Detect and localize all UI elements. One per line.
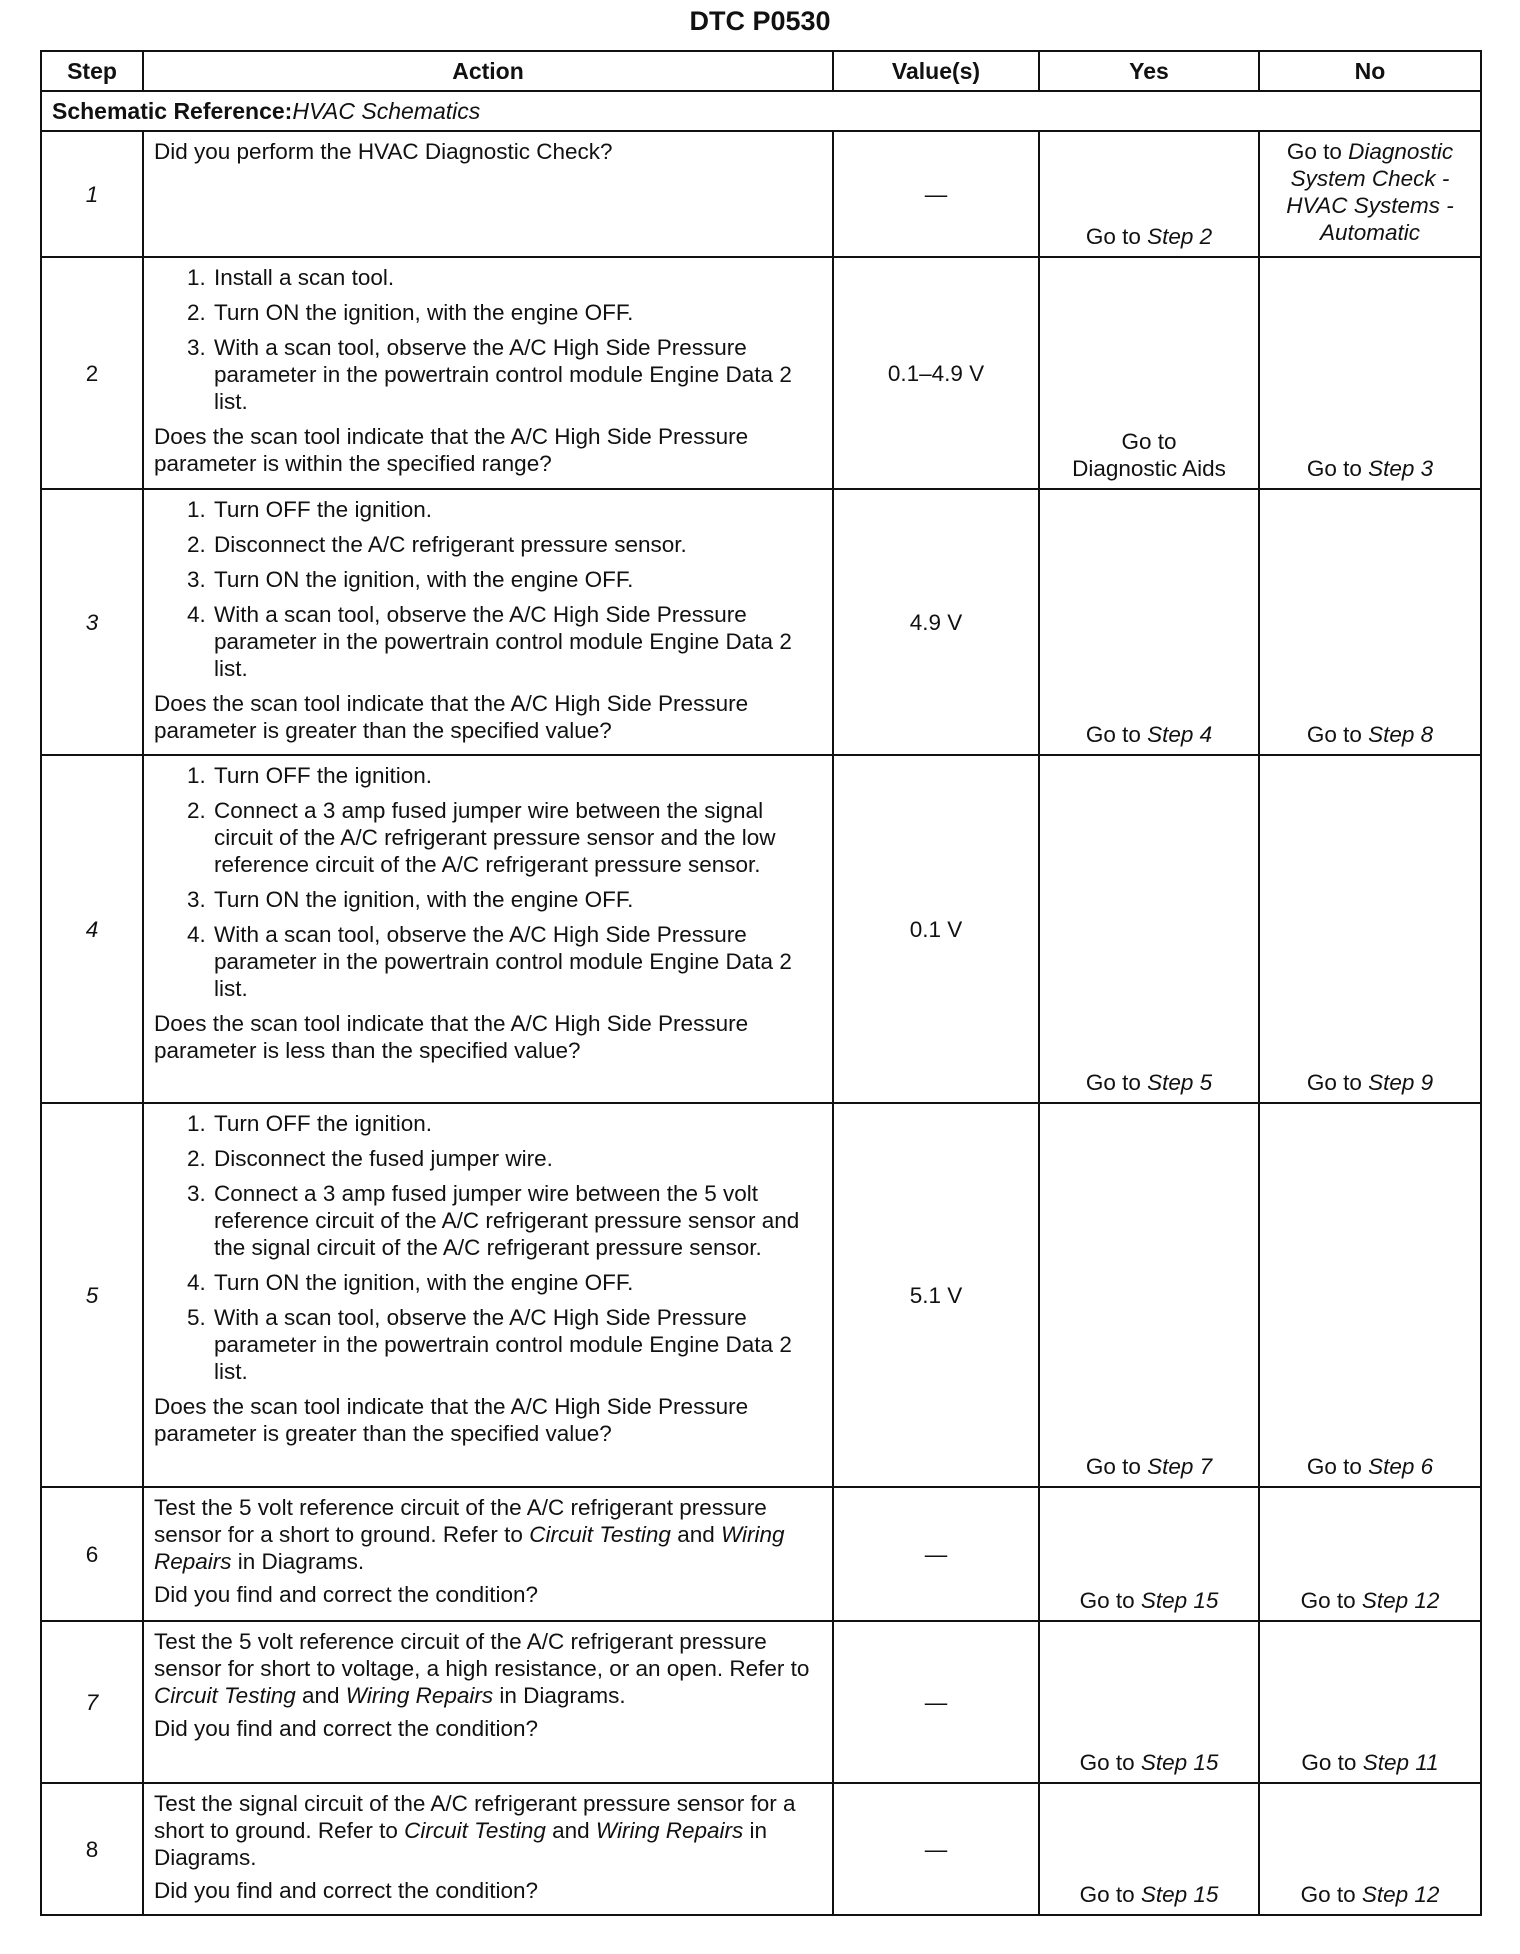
list-item: 1. Install a scan tool. — [212, 264, 822, 291]
no-cell — [1259, 1783, 1481, 1915]
action-question: Does the scan tool indicate that the A/C High Side Pressure parameter is within the specified range? — [154, 424, 749, 476]
list-item: 4. With a scan tool, observe the A/C High Side Pressure parameter in the powertrain control module Engine Data 2 list. — [212, 601, 822, 682]
schematic-row — [41, 91, 1481, 131]
action-cell — [143, 1621, 833, 1783]
step-number: 6 — [41, 1487, 143, 1621]
action-cell — [143, 489, 833, 755]
yes-link[interactable]: Go to Step 15 — [1079, 1588, 1219, 1613]
action-text: Test the 5 volt reference circuit of the A/C refrigerant pressure sensor for a short to ground. Refer to Circuit Testing and Wiring Repairs in Diagrams. — [154, 1495, 785, 1574]
wiring-repairs-link[interactable]: Wiring Repairs — [595, 1818, 744, 1843]
action-question: Does the scan tool indicate that the A/C High Side Pressure parameter is greater than the specified value? — [154, 1394, 749, 1446]
table-row — [41, 257, 1481, 489]
list-item: 2. Disconnect the fused jumper wire. — [212, 1145, 822, 1172]
value-cell: 5.1 V — [833, 1103, 1039, 1487]
value-cell: 4.9 V — [833, 489, 1039, 755]
no-cell — [1259, 1621, 1481, 1783]
header-yes: Yes — [1039, 51, 1259, 91]
action-text: Test the 5 volt reference circuit of the A/C refrigerant pressure sensor for short to voltage, a high resistance, or an open. Refer to Circuit Testing and Wiring Repairs in Diagrams. — [154, 1629, 810, 1708]
yes-cell — [1039, 1621, 1259, 1783]
list-item: 3. Connect a 3 amp fused jumper wire between the 5 volt reference circuit of the A/C refrigerant pressure sensor and the signal circuit of the A/C refrigerant pressure sensor. — [212, 1180, 822, 1261]
yes-cell — [1039, 755, 1259, 1103]
table-row — [41, 1487, 1481, 1621]
list-item: 4. With a scan tool, observe the A/C High Side Pressure parameter in the powertrain control module Engine Data 2 list. — [212, 921, 822, 1002]
header-step: Step — [41, 51, 143, 91]
header-values: Value(s) — [833, 51, 1039, 91]
header-action: Action — [143, 51, 833, 91]
value-cell: 0.1–4.9 V — [833, 257, 1039, 489]
action-cell — [143, 755, 833, 1103]
yes-cell — [1039, 1783, 1259, 1915]
no-link[interactable]: Go to Step 8 — [1306, 722, 1434, 747]
action-cell — [143, 1783, 833, 1915]
table-row — [41, 1621, 1481, 1783]
action-question: Did you perform the HVAC Diagnostic Check? — [154, 139, 613, 164]
list-item: 4. Turn ON the ignition, with the engine OFF. — [212, 1269, 822, 1296]
action-question: Did you find and correct the condition? — [154, 1716, 538, 1741]
list-item: 2. Connect a 3 amp fused jumper wire between the signal circuit of the A/C refrigerant pressure sensor and the low reference circuit of the A/C refrigerant pressure sensor. — [212, 797, 822, 878]
table-row — [41, 755, 1481, 1103]
step-number: 3 — [41, 489, 143, 755]
action-cell — [143, 131, 833, 257]
no-link[interactable]: Go to Step 9 — [1306, 1070, 1434, 1095]
yes-cell — [1039, 1487, 1259, 1621]
action-cell — [143, 1487, 833, 1621]
no-cell — [1259, 257, 1481, 489]
list-item: 2. Turn ON the ignition, with the engine OFF. — [212, 299, 822, 326]
step-number: 5 — [41, 1103, 143, 1487]
schematic-reference — [41, 91, 1481, 131]
no-cell — [1259, 755, 1481, 1103]
value-cell: — — [833, 131, 1039, 257]
no-cell — [1259, 489, 1481, 755]
no-link[interactable]: Go to Step 12 — [1300, 1588, 1440, 1613]
no-link[interactable]: Go to Step 12 — [1300, 1882, 1440, 1907]
action-text: Test the signal circuit of the A/C refrigerant pressure sensor for a short to ground. Refer to Circuit Testing and Wiring Repairs in Diagrams. — [154, 1791, 796, 1870]
step-number: 1 — [41, 131, 143, 257]
schematic-label: Schematic Reference: — [52, 97, 293, 124]
action-list — [154, 762, 822, 1002]
yes-link[interactable]: Go to Step 2 — [1085, 224, 1213, 249]
wiring-repairs-link[interactable]: Wiring Repairs — [345, 1683, 494, 1708]
list-item: 3. Turn ON the ignition, with the engine OFF. — [212, 566, 822, 593]
table-row — [41, 131, 1481, 257]
header-row — [41, 51, 1481, 91]
schematic-link[interactable]: HVAC Schematics — [292, 97, 481, 124]
action-list — [154, 1110, 822, 1385]
yes-cell — [1039, 131, 1259, 257]
value-cell: — — [833, 1783, 1039, 1915]
header-no: No — [1259, 51, 1481, 91]
yes-cell — [1039, 1103, 1259, 1487]
table-row — [41, 1783, 1481, 1915]
action-list — [154, 496, 822, 682]
yes-link[interactable]: Go to Step 15 — [1079, 1750, 1219, 1775]
list-item: 1. Turn OFF the ignition. — [212, 762, 822, 789]
no-cell — [1259, 131, 1481, 257]
list-item: 1. Turn OFF the ignition. — [212, 496, 822, 523]
list-item: 3. Turn ON the ignition, with the engine OFF. — [212, 886, 822, 913]
yes-link[interactable]: Go to Step 5 — [1085, 1070, 1213, 1095]
step-number: 7 — [41, 1621, 143, 1783]
circuit-testing-link[interactable]: Circuit Testing — [529, 1522, 671, 1547]
wiring-repairs-link[interactable]: Wiring Repairs — [154, 1522, 785, 1574]
yes-link[interactable]: Go to Step 7 — [1085, 1454, 1213, 1479]
action-question: Did you find and correct the condition? — [154, 1582, 538, 1607]
yes-link[interactable]: Go to Diagnostic Aids — [1072, 429, 1226, 481]
value-cell: — — [833, 1621, 1039, 1783]
action-cell — [143, 1103, 833, 1487]
diagnostic-table — [40, 50, 1482, 1916]
list-item: 1. Turn OFF the ignition. — [212, 1110, 822, 1137]
no-link[interactable]: Go to Step 6 — [1306, 1454, 1434, 1479]
step-number: 8 — [41, 1783, 143, 1915]
list-item: 5. With a scan tool, observe the A/C High Side Pressure parameter in the powertrain control module Engine Data 2 list. — [212, 1304, 822, 1385]
step-number: 2 — [41, 257, 143, 489]
action-question: Does the scan tool indicate that the A/C High Side Pressure parameter is greater than the specified value? — [154, 691, 749, 743]
circuit-testing-link[interactable]: Circuit Testing — [404, 1818, 546, 1843]
list-item: 3. With a scan tool, observe the A/C High Side Pressure parameter in the powertrain control module Engine Data 2 list. — [212, 334, 822, 415]
table-row — [41, 1103, 1481, 1487]
yes-cell — [1039, 257, 1259, 489]
yes-link[interactable]: Go to Step 15 — [1079, 1882, 1219, 1907]
no-link[interactable]: Go to Step 11 — [1301, 1750, 1439, 1775]
page-title: DTC P0530 — [689, 6, 831, 36]
step-number: 4 — [41, 755, 143, 1103]
no-link[interactable]: Go to Diagnostic System Check - HVAC Systems - Automatic — [1286, 139, 1454, 245]
value-cell: 0.1 V — [833, 755, 1039, 1103]
action-cell — [143, 257, 833, 489]
list-item: 2. Disconnect the A/C refrigerant pressure sensor. — [212, 531, 822, 558]
value-cell: — — [833, 1487, 1039, 1621]
action-list — [154, 264, 822, 415]
no-cell — [1259, 1487, 1481, 1621]
no-cell — [1259, 1103, 1481, 1487]
yes-link[interactable]: Go to Step 4 — [1085, 722, 1213, 747]
action-question: Did you find and correct the condition? — [154, 1878, 538, 1903]
action-question: Does the scan tool indicate that the A/C High Side Pressure parameter is less than the specified value? — [154, 1011, 749, 1063]
table-row — [41, 489, 1481, 755]
circuit-testing-link[interactable]: Circuit Testing — [154, 1683, 296, 1708]
no-link[interactable]: Go to Step 3 — [1306, 456, 1434, 481]
yes-cell — [1039, 489, 1259, 755]
